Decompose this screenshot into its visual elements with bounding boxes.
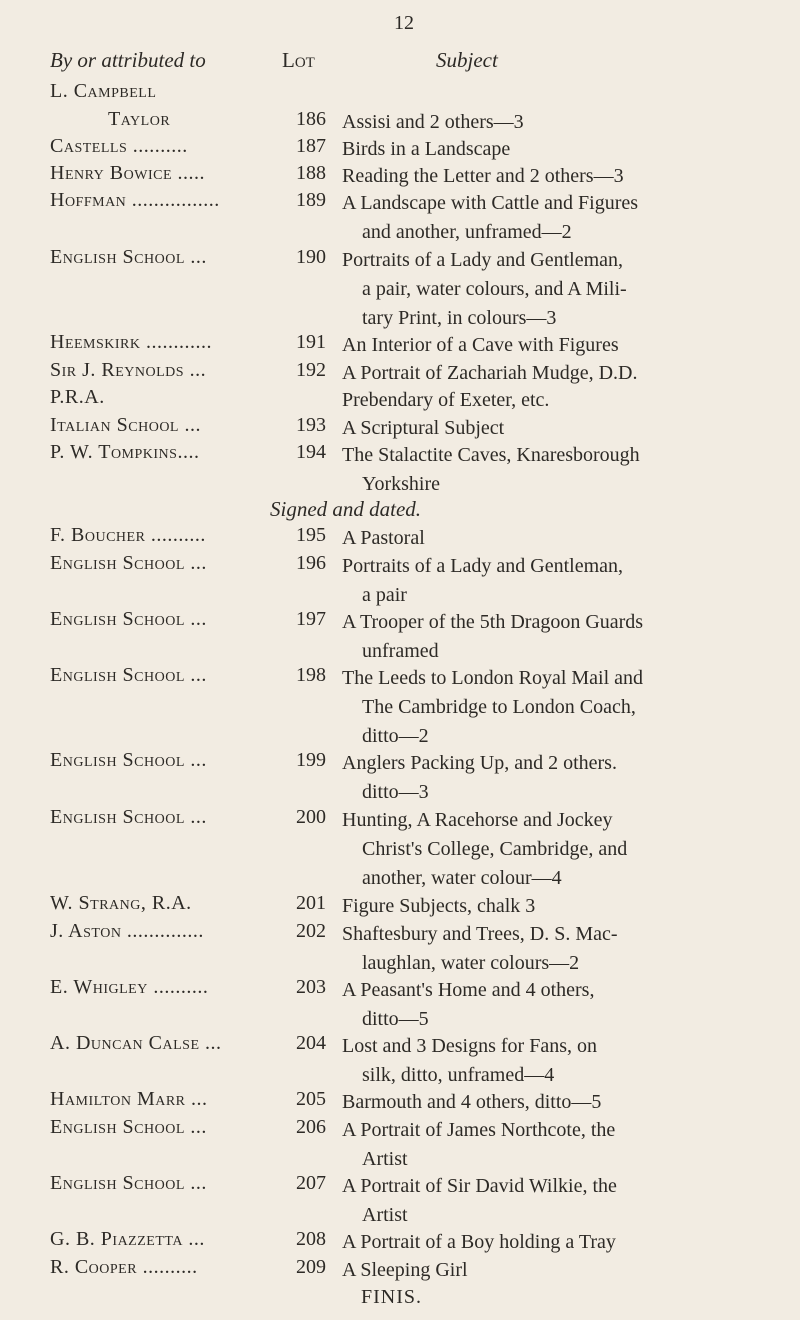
subject-line: A Sleeping Girl (342, 1259, 468, 1281)
subject-line: A Pastoral (342, 527, 425, 549)
artist-attribution: Heemskirk ............ (50, 331, 213, 353)
lot-number: 192 (296, 359, 326, 381)
artist-attribution: English School ... (50, 806, 207, 828)
lot-subject (342, 664, 762, 751)
subject-line: a pair, water colours, and A Mili- (362, 278, 627, 300)
artist-attribution: R. Cooper .......... (50, 1256, 198, 1278)
lot-number: 209 (296, 1256, 326, 1278)
artist-attribution: Italian School ... (50, 414, 201, 436)
subject-line: another, water colour—4 (362, 867, 562, 889)
subject-line: Reading the Letter and 2 others—3 (342, 165, 624, 187)
section-heading: Signed and dated. (270, 497, 422, 521)
lot-number: 198 (296, 664, 326, 686)
lot-subject (342, 920, 762, 978)
lot-subject (342, 1256, 762, 1285)
artist-attribution: Taylor (108, 108, 171, 130)
lot-subject (342, 552, 762, 610)
lot-number: 203 (296, 976, 326, 998)
lot-subject (342, 331, 762, 360)
subject-line: A Peasant's Home and 4 others, (342, 979, 595, 1001)
lot-subject (342, 1088, 762, 1117)
lot-subject (342, 108, 762, 137)
lot-number: 206 (296, 1116, 326, 1138)
artist-attribution: Henry Bowice ..... (50, 162, 205, 184)
subject-line: Shaftesbury and Trees, D. S. Mac- (342, 923, 618, 945)
lot-number: 190 (296, 246, 326, 268)
subject-line: Portraits of a Lady and Gentleman, (342, 249, 624, 271)
lot-number: 188 (296, 162, 326, 184)
subject-line: Christ's College, Cambridge, and (362, 838, 628, 860)
artist-attribution: G. B. Piazzetta ... (50, 1228, 205, 1250)
artist-attribution: English School ... (50, 749, 207, 771)
subject-line: Anglers Packing Up, and 2 others. (342, 752, 617, 774)
artist-attribution: P.R.A. (50, 386, 105, 408)
header-subject: Subject (436, 48, 498, 72)
lot-number: 187 (296, 135, 326, 157)
subject-line: and another, unframed—2 (362, 221, 572, 243)
subject-line: The Cambridge to London Coach, (362, 696, 636, 718)
artist-attribution: E. Whigley .......... (50, 976, 209, 998)
subject-line: A Scriptural Subject (342, 417, 505, 439)
lot-subject (342, 976, 762, 1034)
subject-line: ditto—5 (362, 1008, 429, 1030)
subject-line: tary Print, in colours—3 (362, 307, 557, 329)
lot-subject (342, 806, 762, 893)
artist-attribution: F. Boucher .......... (50, 524, 206, 546)
lot-subject (342, 1116, 762, 1174)
subject-line: unframed (362, 640, 439, 662)
subject-line: laughlan, water colours—2 (362, 952, 580, 974)
lot-number: 197 (296, 608, 326, 630)
lot-number: 189 (296, 189, 326, 211)
subject-line: The Stalactite Caves, Knaresborough (342, 444, 640, 466)
subject-line: ditto—2 (362, 725, 429, 747)
subject-line: Portraits of a Lady and Gentleman, (342, 555, 624, 577)
subject-line: A Portrait of James Northcote, the (342, 1119, 616, 1141)
lot-subject (342, 359, 762, 388)
subject-line: A Trooper of the 5th Dragoon Guards (342, 611, 644, 633)
artist-attribution: English School ... (50, 552, 207, 574)
lot-subject (342, 189, 762, 247)
page-number: 12 (394, 12, 414, 34)
subject-line: ditto—3 (362, 781, 429, 803)
artist-attribution: Hamilton Marr ... (50, 1088, 208, 1110)
lot-number: 194 (296, 441, 326, 463)
lot-subject (342, 135, 762, 164)
lot-number: 202 (296, 920, 326, 942)
lot-subject (342, 749, 762, 807)
subject-line: Birds in a Landscape (342, 138, 511, 160)
artist-attribution: English School ... (50, 246, 207, 268)
subject-line: a pair (362, 584, 407, 606)
lot-subject (342, 524, 762, 553)
lot-subject (342, 386, 762, 415)
lot-number: 201 (296, 892, 326, 914)
subject-line: Hunting, A Racehorse and Jockey (342, 809, 613, 831)
subject-line: An Interior of a Cave with Figures (342, 334, 619, 356)
subject-line: Prebendary of Exeter, etc. (342, 389, 550, 411)
artist-attribution: Hoffman ................ (50, 189, 220, 211)
artist-attribution: English School ... (50, 1172, 207, 1194)
lot-number: 205 (296, 1088, 326, 1110)
artist-attribution: English School ... (50, 608, 207, 630)
artist-attribution: W. Strang, R.A. (50, 892, 192, 914)
lot-subject (342, 892, 762, 921)
artist-attribution: A. Duncan Calse ... (50, 1032, 222, 1054)
artist-attribution: J. Aston .............. (50, 920, 204, 942)
lot-subject (342, 441, 762, 499)
lot-number: 196 (296, 552, 326, 574)
lot-subject (342, 162, 762, 191)
header-attribution: By or attributed to (50, 48, 206, 72)
subject-line: Assisi and 2 others—3 (342, 111, 524, 133)
finis-text: FINIS. (361, 1286, 423, 1308)
artist-attribution: Sir J. Reynolds ... (50, 359, 207, 381)
subject-line: Figure Subjects, chalk 3 (342, 895, 536, 917)
artist-attribution: L. Campbell (50, 80, 157, 102)
subject-line: Barmouth and 4 others, ditto—5 (342, 1091, 602, 1113)
lot-number: 199 (296, 749, 326, 771)
lot-number: 200 (296, 806, 326, 828)
header-lot: Lot (282, 48, 315, 72)
artist-attribution: English School ... (50, 1116, 207, 1138)
lot-number: 193 (296, 414, 326, 436)
lot-subject (342, 1172, 762, 1230)
lot-subject (342, 1032, 762, 1090)
lot-number: 207 (296, 1172, 326, 1194)
subject-line: Artist (362, 1148, 408, 1170)
lot-number: 204 (296, 1032, 326, 1054)
lot-number: 208 (296, 1228, 326, 1250)
subject-line: The Leeds to London Royal Mail and (342, 667, 644, 689)
artist-attribution: P. W. Tompkins.... (50, 441, 200, 463)
lot-subject (342, 1228, 762, 1257)
lot-subject (342, 608, 762, 666)
subject-line: Lost and 3 Designs for Fans, on (342, 1035, 597, 1057)
subject-line: silk, ditto, unframed—4 (362, 1064, 555, 1086)
subject-line: Yorkshire (362, 473, 440, 495)
lot-number: 191 (296, 331, 326, 353)
subject-line: A Portrait of a Boy holding a Tray (342, 1231, 616, 1253)
subject-line: Artist (362, 1204, 408, 1226)
lot-number: 195 (296, 524, 326, 546)
subject-line: A Landscape with Cattle and Figures (342, 192, 639, 214)
subject-line: A Portrait of Zachariah Mudge, D.D. (342, 362, 638, 384)
lot-subject (342, 246, 762, 333)
lot-number: 186 (296, 108, 326, 130)
artist-attribution: Castells .......... (50, 135, 188, 157)
subject-line: A Portrait of Sir David Wilkie, the (342, 1175, 617, 1197)
artist-attribution: English School ... (50, 664, 207, 686)
lot-subject (342, 414, 762, 443)
